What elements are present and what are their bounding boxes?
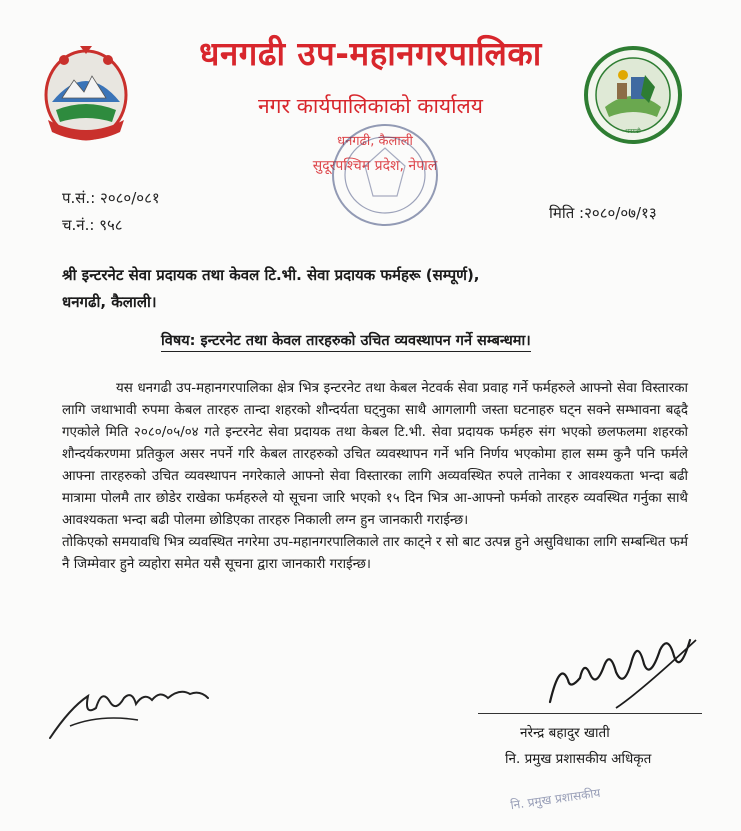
body-paragraph-1: यस धनगढी उप-महानगरपालिका क्षेत्र भित्र इन्टरनेट तथा केबल नेटवर्क सेवा प्रवाह गर्ने फर्महरुले आफ्नो सेवा विस्तारका लागि जथाभावी रुपमा केबल तारहरु तान्दा शहरको शौन्दर्यता घट्नुका साथै आगलागी जस्ता घटनाहरु घट्न सक्ने सम्भावना बढ्दै गएकोले मिति २०८०/०५/०४ गते इन्टरनेट सेवा प्रदायक तथा केबल टि.भी. सेवा प्रदायक फर्महरु संग भएको छलफलमा शहरको शौन्दर्यकरणमा प्रतिकुल असर नपर्ने गरि केबल तारहरुको उचित व्यवस्थापन गर्ने भनि निर्णय भएकोमा हाल सम्म कुनै पनि फर्मले आफ्ना तारहरुको उचित व्यवस्थापन नगरेकाले आफ्नो सेवा विस्तारका लागि अव्यवस्थित रुपले तानेका र आवश्यकता भन्दा बढी मात्रामा पोलमै तार छोडेर राखेका फर्महरुले यो सूचना जारि भएको १५ दिन भित्र आ-आफ्नो फर्मको तारहरु व्यवस्थित गर्नुका साथै आवश्यकता भन्दा बढी पोलमा छोडिएका तारहरु निकाली लग्न हुन जानकारी गराईन्छ।: [62, 381, 688, 528]
addressee-line-1: श्री इन्टरनेट सेवा प्रदायक तथा केवल टि.भी. सेवा प्रदायक फर्महरू (सम्पूर्ण),: [62, 266, 480, 284]
logo-lettering: धनगढी: [625, 128, 641, 135]
address-line-1: धनगढी, कैलाली: [337, 134, 413, 149]
organization-title: धनगढी उप-महानगरपालिका: [199, 34, 542, 73]
office-stamp: [325, 118, 445, 233]
body-paragraph-2: तोकिएको समयावधि भित्र व्यवस्थित नगरेमा उप-महानगरपालिकाले तार काट्ने र सो बाट उत्पन्न हुने असुविधाका लागि सम्बन्धित फर्म नै जिम्मेवार हुने व्यहोरा समेत यसै सूचना द्वारा जानकारी गराईन्छ।: [62, 535, 688, 572]
signatory-name: नरेन्द्र बहादुर खाती: [520, 725, 610, 741]
address-line-2: सुदूरपश्चिम प्रदेश, नेपाल: [312, 158, 438, 174]
right-signature: [520, 620, 700, 715]
dispatch-number: च.नं.: ९५८: [62, 216, 123, 234]
reference-number: प.सं.: २०८०/०८१: [62, 189, 160, 207]
signature-line: [478, 713, 702, 714]
organization-subtitle: नगर कार्यपालिकाको कार्यालय: [258, 94, 483, 118]
left-signature: [40, 668, 220, 748]
letter-body: [62, 378, 688, 576]
addressee: [62, 262, 692, 316]
designation-stamp: नि. प्रमुख प्रशासकीय: [509, 785, 602, 813]
addressee-line-2: धनगढी, कैलाली।: [62, 293, 157, 311]
letter-date: मिति :२०८०/०७/१३: [549, 204, 657, 222]
subject-line: विषय: इन्टरनेट तथा केवल तारहरुको उचित व्यवस्थापन गर्ने सम्बन्धमा।: [161, 330, 531, 352]
signatory-designation: नि. प्रमुख प्रशासकीय अधिकृत: [505, 751, 652, 767]
